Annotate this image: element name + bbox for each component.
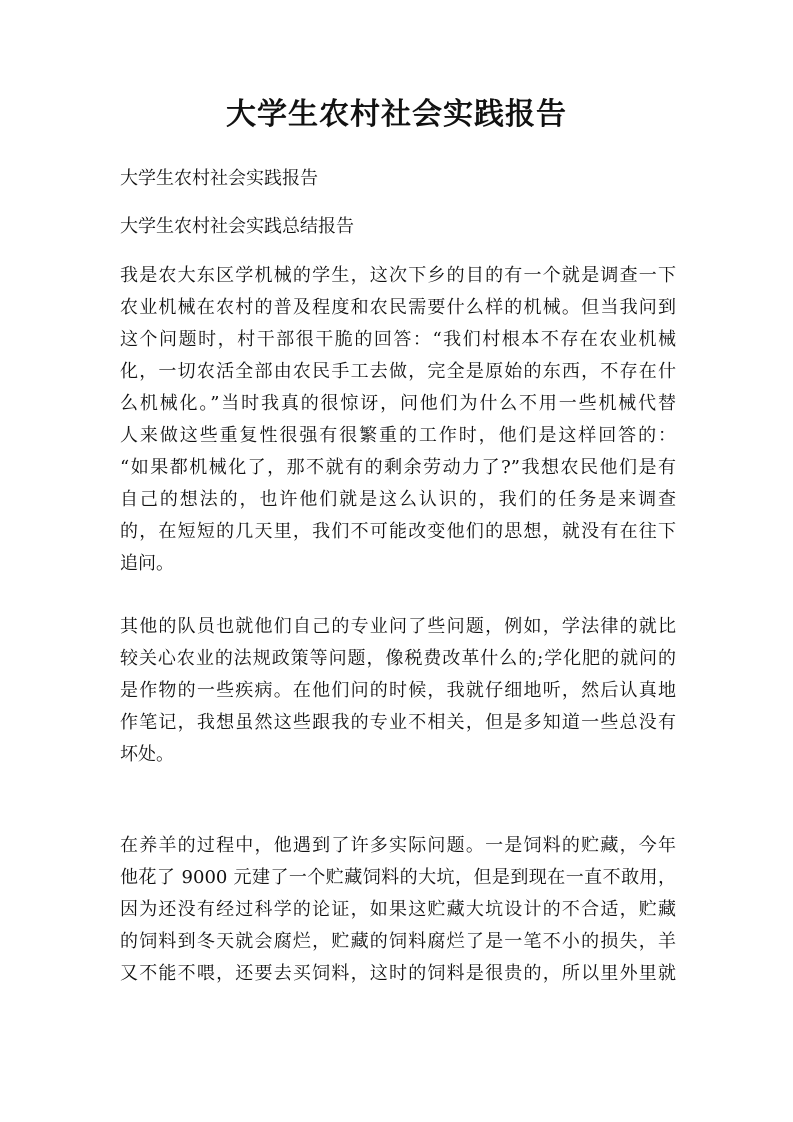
subtitle-2: 大学生农村社会实践总结报告 — [120, 216, 354, 237]
paragraph-line: 自己的想法的，也许他们就是这么认识的，我们的任务是来调查 — [120, 489, 676, 510]
paragraph-line: 么机械化。”当时我真的很惊讶，问他们为什么不用一些机械代替 — [120, 393, 676, 414]
paragraph-line: 农业机械在农村的普及程度和农民需要什么样的机械。但当我问到 — [120, 297, 676, 318]
subtitle-1: 大学生农村社会实践报告 — [120, 168, 318, 189]
paragraph-line: 我是农大东区学机械的学生，这次下乡的目的有一个就是调查一下 — [120, 265, 676, 286]
paragraph-line: 这个问题时，村干部很干脆的回答：“我们村根本不存在农业机械 — [120, 329, 676, 350]
paragraph-line: 又不能不喂，还要去买饲料，这时的饲料是很贵的，所以里外里就 — [120, 963, 676, 984]
paragraph-line: “如果都机械化了，那不就有的剩余劳动力了?”我想农民他们是有 — [120, 457, 676, 478]
paragraph-line: 的，在短短的几天里，我们不可能改变他们的思想，就没有在往下 — [120, 521, 676, 542]
paragraph-line: 坏处。 — [120, 744, 174, 765]
paragraph-line: 追问。 — [120, 553, 174, 574]
paragraph-line: 作笔记，我想虽然这些跟我的专业不相关，但是多知道一些总没有 — [120, 712, 676, 733]
paragraph-line: 其他的队员也就他们自己的专业问了些问题，例如，学法律的就比 — [120, 616, 676, 637]
paragraph-3 — [120, 830, 676, 990]
paragraph-2 — [120, 611, 676, 771]
document-title: 大学生农村社会实践报告 — [226, 97, 567, 132]
paragraph-1 — [120, 260, 676, 580]
paragraph-line: 人来做这些重复性很强有很繁重的工作时，他们是这样回答的： — [120, 425, 676, 446]
paragraph-line: 他花了 9000 元建了一个贮藏饲料的大坑，但是到现在一直不敢用， — [120, 867, 676, 888]
paragraph-line: 的饲料到冬天就会腐烂，贮藏的饲料腐烂了是一笔不小的损失，羊 — [120, 931, 676, 952]
paragraph-line: 化，一切农活全部由农民手工去做，完全是原始的东西，不存在什 — [120, 361, 676, 382]
paragraph-line: 是作物的一些疾病。在他们问的时候，我就仔细地听，然后认真地 — [120, 680, 676, 701]
paragraph-line: 较关心农业的法规政策等问题，像税费改革什么的;学化肥的就问的 — [120, 648, 676, 669]
paragraph-line: 因为还没有经过科学的论证，如果这贮藏大坑设计的不合适，贮藏 — [120, 899, 676, 920]
paragraph-line: 在养羊的过程中，他遇到了许多实际问题。一是饲料的贮藏，今年 — [120, 835, 676, 856]
